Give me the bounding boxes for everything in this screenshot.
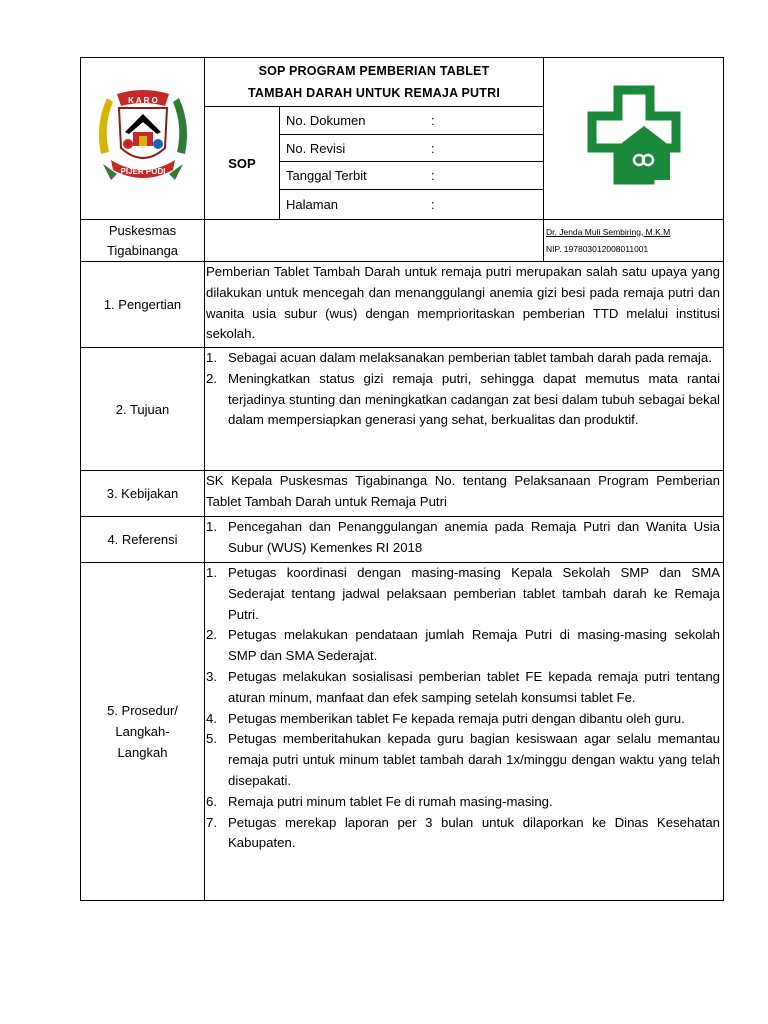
meta-row-document-no: No. Dokumen : bbox=[280, 107, 544, 135]
list-item: 5. Petugas memberitahukan kepada guru bagian kesiswaan agar selalu memantau remaja putri untuk minum tablet tambah darah 1x/minggu dengan waktu yang telah disepakati. bbox=[206, 731, 720, 788]
sop-table bbox=[80, 57, 724, 901]
pengertian-text: Pemberian Tablet Tambah Darah untuk remaja putri merupakan salah satu upaya yang dilakukan untuk mencegah dan menanggulangi anemia gizi besi pada remaja putri dan wanita usia subur (wus) dengan memprioritaskan pemberian TTD melalui institusi sekolah. bbox=[206, 264, 720, 342]
list-item: 3. Petugas melakukan sosialisasi pemberian tablet FE kepada remaja putri tentang aturan minum, manfaat dan efek samping setelah konsumsi tablet Fe. bbox=[206, 668, 720, 705]
title-line-1: SOP PROGRAM PEMBERIAN TABLET bbox=[258, 64, 490, 78]
section-body-tujuan bbox=[205, 348, 724, 471]
section-label-pengertian: 1. Pengertian bbox=[81, 262, 205, 348]
section-body-pengertian bbox=[205, 262, 724, 348]
meta-row-revision-no: No. Revisi : bbox=[280, 135, 544, 162]
svg-text:K A R O: K A R O bbox=[127, 96, 158, 105]
kebijakan-text: SK Kepala Puskesmas Tigabinanga No. tentang Pelaksanaan Program Pemberian Tablet Tambah Darah untuk Remaja Putri bbox=[206, 473, 720, 509]
meta-row-issue-date: Tanggal Terbit : bbox=[280, 162, 544, 190]
signer-block bbox=[544, 220, 724, 262]
regency-logo-cell bbox=[81, 58, 205, 220]
puskesmas-name: Puskesmas Tigabinanga bbox=[81, 220, 205, 262]
section-label-referensi: 4. Referensi bbox=[81, 517, 205, 563]
karo-regency-emblem-icon bbox=[87, 84, 199, 188]
section-label-prosedur: 5. Prosedur/ Langkah- Langkah bbox=[81, 563, 205, 901]
section-body-prosedur bbox=[205, 563, 724, 901]
unit-blank-cell bbox=[205, 220, 544, 262]
list-item: 6. Remaja putri minum tablet Fe di rumah masing-masing. bbox=[206, 793, 553, 809]
signer-name: Dr. Jenda Muli Sembiring, M.K.M bbox=[546, 226, 671, 237]
sop-label: SOP bbox=[205, 107, 280, 220]
list-item: 4. Petugas memberikan tablet Fe kepada remaja putri dengan dibantu oleh guru. bbox=[206, 710, 685, 726]
section-body-kebijakan bbox=[205, 471, 724, 517]
section-label-kebijakan: 3. Kebijakan bbox=[81, 471, 205, 517]
section-body-referensi bbox=[205, 517, 724, 563]
puskesmas-cross-icon bbox=[578, 84, 690, 188]
meta-row-page: Halaman : bbox=[280, 190, 544, 220]
list-item: 2. Petugas melakukan pendataan jumlah Remaja Putri di masing-masing sekolah SMP dan SMA Sederajat. bbox=[206, 627, 720, 664]
list-item: 2. Meningkatkan status gizi remaja putri, sehingga dapat memutus mata rantai terjadinya stunting dan meningkatkan cadangan zat besi dalam tubuh sebagai bekal dalam mempersiapkan generasi yang sehat, berkualitas dan produktif. bbox=[206, 370, 720, 428]
svg-text:PIJER PODI: PIJER PODI bbox=[120, 167, 165, 176]
list-item: 1. Pencegahan dan Penanggulangan anemia pada Remaja Putri dan Wanita Usia Subur (WUS) Kemenkes RI 2018 bbox=[206, 519, 720, 555]
list-item: 7. Petugas merekap laporan per 3 bulan untuk dilaporkan ke Dinas Kesehatan Kabupaten. bbox=[206, 814, 720, 851]
title-line-2: TAMBAH DARAH UNTUK REMAJA PUTRI bbox=[247, 86, 501, 100]
list-item: 1. Petugas koordinasi dengan masing-masing Kepala Sekolah SMP dan SMA Sederajat tentang jadwal pelaksaan pemberian tablet tambah darah ke Remaja Putri. bbox=[206, 565, 720, 622]
section-label-tujuan: 2. Tujuan bbox=[81, 348, 205, 471]
puskesmas-logo-cell bbox=[544, 58, 724, 220]
list-item: 1. Sebagai acuan dalam melaksanakan pemberian tablet tambah darah pada remaja. bbox=[206, 350, 712, 365]
signer-nip: NIP. 197803012008011001 bbox=[546, 243, 649, 254]
document-title bbox=[205, 58, 544, 107]
